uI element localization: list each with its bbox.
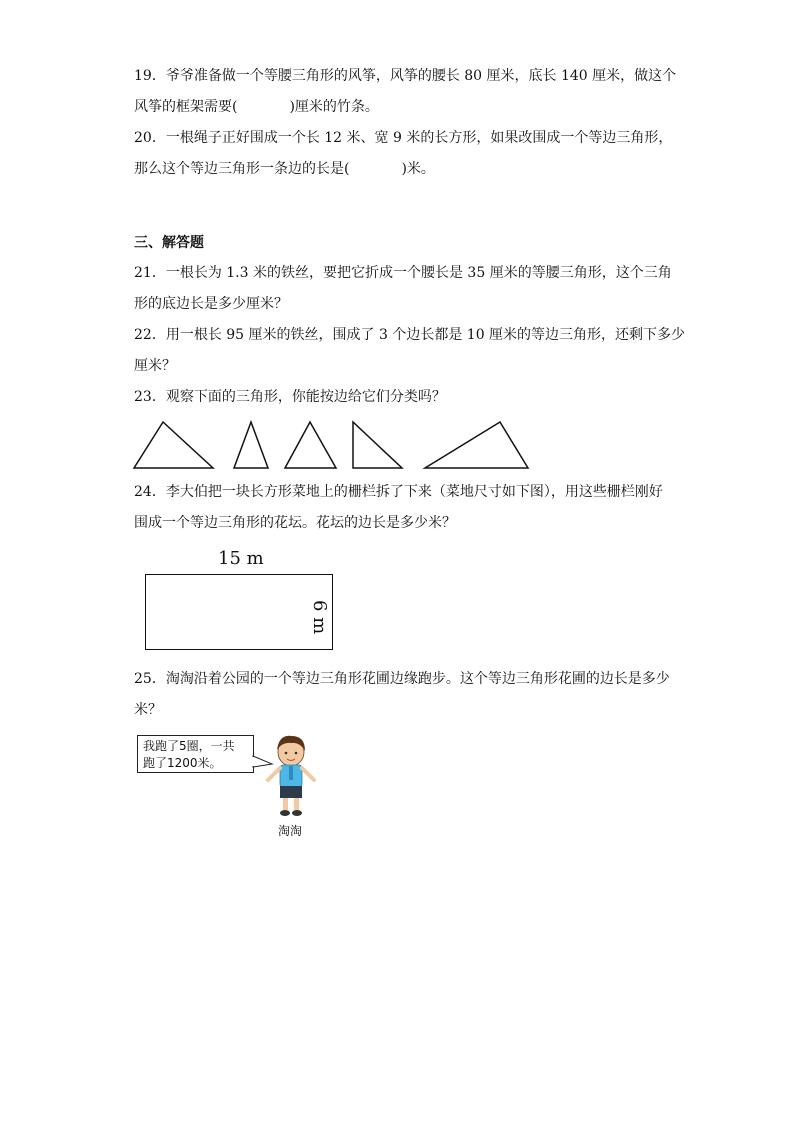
q24-length-label: 15 m xyxy=(218,548,264,569)
section-title: 三、解答题 xyxy=(134,235,204,251)
speech-line1: 我跑了5圈，一共 xyxy=(143,739,235,753)
character-name: 淘淘 xyxy=(278,824,303,838)
q21-line1: 21．一根长为 1.3 米的铁丝，要把它折成一个腰长是 35 厘米的等腰三角形，这个三角 xyxy=(134,265,672,281)
q20-text-a: 那么这个等边三角形一条边的长是( xyxy=(134,161,350,177)
q24-width-label: 6 m xyxy=(309,600,330,635)
q19-text-b: )厘米的竹条。 xyxy=(289,99,379,115)
bubble-tail xyxy=(253,756,272,767)
boy-shorts xyxy=(280,786,302,798)
q20-line1: 20．一根绳子正好围成一个长 12 米、宽 9 米的长方形，如果改围成一个等边三角形， xyxy=(134,130,673,146)
q21-line2: 形的底边长是多少厘米？ xyxy=(134,296,288,312)
q22-line1: 22．用一根长 95 厘米的铁丝，围成了 3 个边长都是 10 厘米的等边三角形，还剩下多少 xyxy=(134,327,686,343)
q25-line1: 25．淘淘沿着公园的一个等边三角形花圃边缘跑步。这个等边三角形花圃的边长是多少 xyxy=(134,671,670,687)
q20-text-b: )米。 xyxy=(401,161,435,177)
q19-text-a: 风筝的框架需要( xyxy=(134,99,238,115)
q25-line2: 米？ xyxy=(134,702,162,718)
q19-line1: 19．爷爷准备做一个等腰三角形的风筝，风筝的腰长 80 厘米，底长 140 厘米，做这个 xyxy=(134,68,677,84)
speech-line2: 跑了1200米。 xyxy=(143,756,222,770)
q23-line1: 23．观察下面的三角形，你能按边给它们分类吗？ xyxy=(134,389,446,405)
q24-line1: 24．李大伯把一块长方形菜地上的栅栏拆了下来（菜地尺寸如下图），用这些栅栏刚好 xyxy=(134,484,663,500)
q22-line2: 厘米？ xyxy=(134,358,176,374)
q24-line2: 围成一个等边三角形的花坛。花坛的边长是多少米？ xyxy=(134,515,456,531)
